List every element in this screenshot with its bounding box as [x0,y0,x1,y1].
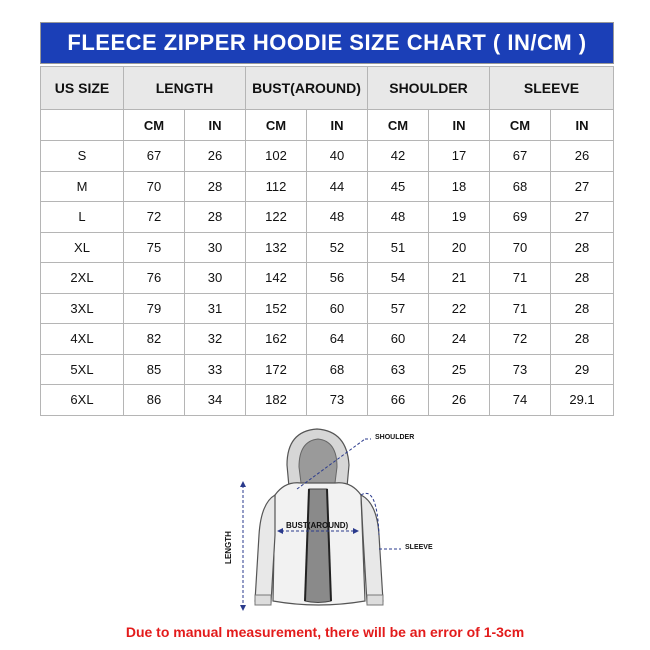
value-cell: 27 [551,202,614,233]
value-cell: 40 [307,141,368,172]
chart-title: FLEECE ZIPPER HOODIE SIZE CHART ( IN/CM ) [40,22,614,64]
label-length: LENGTH [223,531,233,564]
value-cell: 48 [368,202,429,233]
header-bust: BUST(AROUND) [246,67,368,110]
value-cell: 152 [246,293,307,324]
value-cell: 82 [124,324,185,355]
label-sleeve: SLEEVE [405,544,433,551]
header-shoulder: SHOULDER [368,67,490,110]
value-cell: 19 [429,202,490,233]
value-cell: 29 [551,354,614,385]
value-cell: 85 [124,354,185,385]
value-cell: 24 [429,324,490,355]
value-cell: 79 [124,293,185,324]
value-cell: 102 [246,141,307,172]
value-cell: 71 [490,263,551,294]
size-table [40,66,614,416]
size-cell: 2XL [41,263,124,294]
value-cell: 26 [429,385,490,416]
size-cell: 6XL [41,385,124,416]
size-cell: XL [41,232,124,263]
value-cell: 73 [490,354,551,385]
size-cell: 3XL [41,293,124,324]
label-shoulder: SHOULDER [375,434,415,441]
value-cell: 56 [307,263,368,294]
value-cell: 70 [124,171,185,202]
value-cell: 33 [185,354,246,385]
value-cell: 54 [368,263,429,294]
size-cell: M [41,171,124,202]
table-row [41,171,614,202]
unit-header: CM [124,110,185,141]
table-row [41,263,614,294]
value-cell: 28 [551,324,614,355]
value-cell: 172 [246,354,307,385]
value-cell: 76 [124,263,185,294]
value-cell: 122 [246,202,307,233]
unit-header: IN [307,110,368,141]
value-cell: 20 [429,232,490,263]
hood-lining [299,439,337,486]
value-cell: 22 [429,293,490,324]
value-cell: 26 [551,141,614,172]
value-cell: 27 [551,171,614,202]
value-cell: 25 [429,354,490,385]
group-header-row [41,67,614,110]
value-cell: 28 [185,202,246,233]
value-cell: 32 [185,324,246,355]
table-row [41,202,614,233]
value-cell: 68 [307,354,368,385]
value-cell: 67 [124,141,185,172]
value-cell: 86 [124,385,185,416]
value-cell: 26 [185,141,246,172]
measurement-note: Due to manual measurement, there will be an error of 1-3cm [125,624,525,640]
value-cell: 112 [246,171,307,202]
left-sleeve [255,495,275,603]
value-cell: 51 [368,232,429,263]
value-cell: 66 [368,385,429,416]
value-cell: 70 [490,232,551,263]
value-cell: 132 [246,232,307,263]
value-cell: 73 [307,385,368,416]
value-cell: 30 [185,263,246,294]
header-length: LENGTH [124,67,246,110]
header-us-size: US SIZE [41,67,124,110]
size-cell: 4XL [41,324,124,355]
value-cell: 28 [551,232,614,263]
value-cell: 68 [490,171,551,202]
table-row [41,293,614,324]
value-cell: 18 [429,171,490,202]
value-cell: 63 [368,354,429,385]
unit-header: IN [185,110,246,141]
table-row [41,141,614,172]
table-row [41,232,614,263]
label-bust: BUST(AROUND) [286,521,349,530]
size-cell: L [41,202,124,233]
value-cell: 67 [490,141,551,172]
value-cell: 29.1 [551,385,614,416]
value-cell: 52 [307,232,368,263]
value-cell: 45 [368,171,429,202]
value-cell: 71 [490,293,551,324]
value-cell: 75 [124,232,185,263]
value-cell: 72 [124,202,185,233]
value-cell: 42 [368,141,429,172]
value-cell: 57 [368,293,429,324]
value-cell: 34 [185,385,246,416]
table-row [41,354,614,385]
table-row [41,324,614,355]
value-cell: 17 [429,141,490,172]
value-cell: 28 [185,171,246,202]
value-cell: 72 [490,324,551,355]
value-cell: 182 [246,385,307,416]
value-cell: 69 [490,202,551,233]
unit-header-row [41,110,614,141]
hoodie-diagram [225,425,445,625]
unit-header: IN [429,110,490,141]
value-cell: 28 [551,293,614,324]
unit-header: CM [490,110,551,141]
unit-header: CM [246,110,307,141]
unit-header-empty [41,110,124,141]
size-cell: 5XL [41,354,124,385]
value-cell: 30 [185,232,246,263]
value-cell: 60 [307,293,368,324]
unit-header: CM [368,110,429,141]
value-cell: 64 [307,324,368,355]
value-cell: 162 [246,324,307,355]
value-cell: 28 [551,263,614,294]
value-cell: 31 [185,293,246,324]
table-row [41,385,614,416]
value-cell: 21 [429,263,490,294]
unit-header: IN [551,110,614,141]
header-sleeve: SLEEVE [490,67,614,110]
value-cell: 74 [490,385,551,416]
size-cell: S [41,141,124,172]
value-cell: 60 [368,324,429,355]
value-cell: 44 [307,171,368,202]
value-cell: 48 [307,202,368,233]
value-cell: 142 [246,263,307,294]
